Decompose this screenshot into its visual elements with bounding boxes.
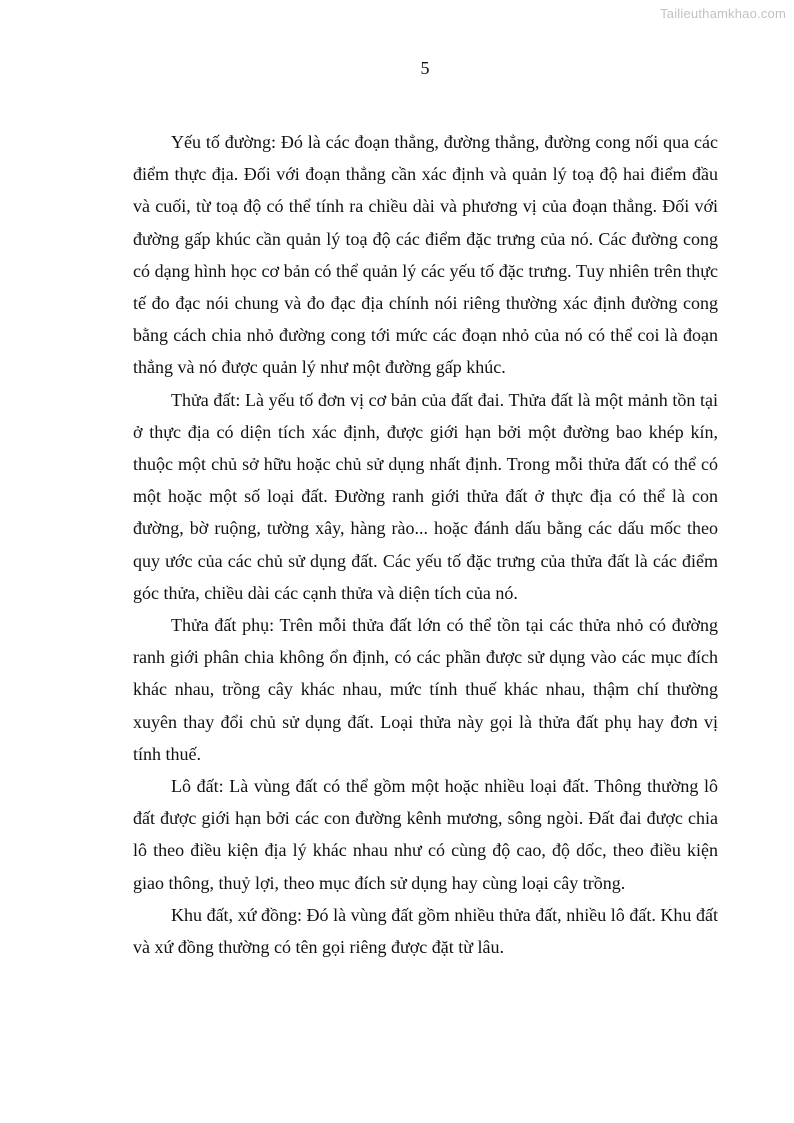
page-number: 5 [420,58,430,78]
watermark: Tailieuthamkhao.com [660,6,786,21]
paragraph-thua-dat-phu: Thửa đất phụ: Trên mỗi thửa đất lớn có thể tồn tại các thửa nhỏ có đường ranh giới phân chia không ổn định, có các phần được sử dụng vào các mục đích khác nhau, trồng cây khác nhau, mức tính thuế khác nhau, thậm chí thường xuyên thay đổi chủ sử dụng đất. Loại thửa này gọi là thửa đất phụ hay đơn vị tính thuế. [133,615,718,764]
paragraph-thua-dat: Thửa đất: Là yếu tố đơn vị cơ bản của đất đai. Thửa đất là một mảnh tồn tại ở thực địa có diện tích xác định, được giới hạn bởi một đường bao khép kín, thuộc một chủ sở hữu hoặc chủ sử dụng nhất định. Trong mỗi thửa đất có thể có một hoặc một số loại đất. Đường ranh giới thửa đất ở thực địa có thể là con đường, bờ ruộng, tường xây, hàng rào... hoặc đánh dấu bằng các dấu mốc theo quy ước của các chủ sử dụng đất. Các yếu tố đặc trưng của thửa đất là các điểm góc thửa, chiều dài các cạnh thửa và diện tích của nó. [133,389,718,603]
paragraph-khu-dat-xu-dong: Khu đất, xứ đồng: Đó là vùng đất gồm nhiều thửa đất, nhiều lô đất. Khu đất và xứ đồng thường có tên gọi riêng được đặt từ lâu. [133,904,718,958]
document-body [133,126,718,963]
paragraph-lo-dat: Lô đất: Là vùng đất có thể gồm một hoặc nhiều loại đất. Thông thường lô đất được giới hạn bởi các con đường kênh mương, sông ngòi. Đất đai được chia lô theo điều kiện địa lý khác nhau như có cùng độ cao, độ dốc, theo điều kiện giao thông, thuỷ lợi, theo mục đích sử dụng hay cùng loại cây trồng. [133,776,718,893]
paragraph-yeu-to-duong: Yếu tố đường: Đó là các đoạn thẳng, đường thẳng, đường cong nối qua các điểm thực địa. Đối với đoạn thẳng cần xác định và quản lý toạ độ hai điểm đầu và cuối, từ toạ độ có thể tính ra chiều dài và phương vị của đoạn thẳng. Đối với đường gấp khúc cần quản lý toạ độ các điểm đặc trưng của nó. Các đường cong có dạng hình học cơ bản có thể quản lý các yếu tố đặc trưng. Tuy nhiên trên thực tế đo đạc nói chung và đo đạc địa chính nói riêng thường xác định đường cong bằng cách chia nhỏ đường cong tới mức các đoạn nhỏ của nó có thể coi là đoạn thẳng và nó được quản lý như một đường gấp khúc. [133,132,718,378]
